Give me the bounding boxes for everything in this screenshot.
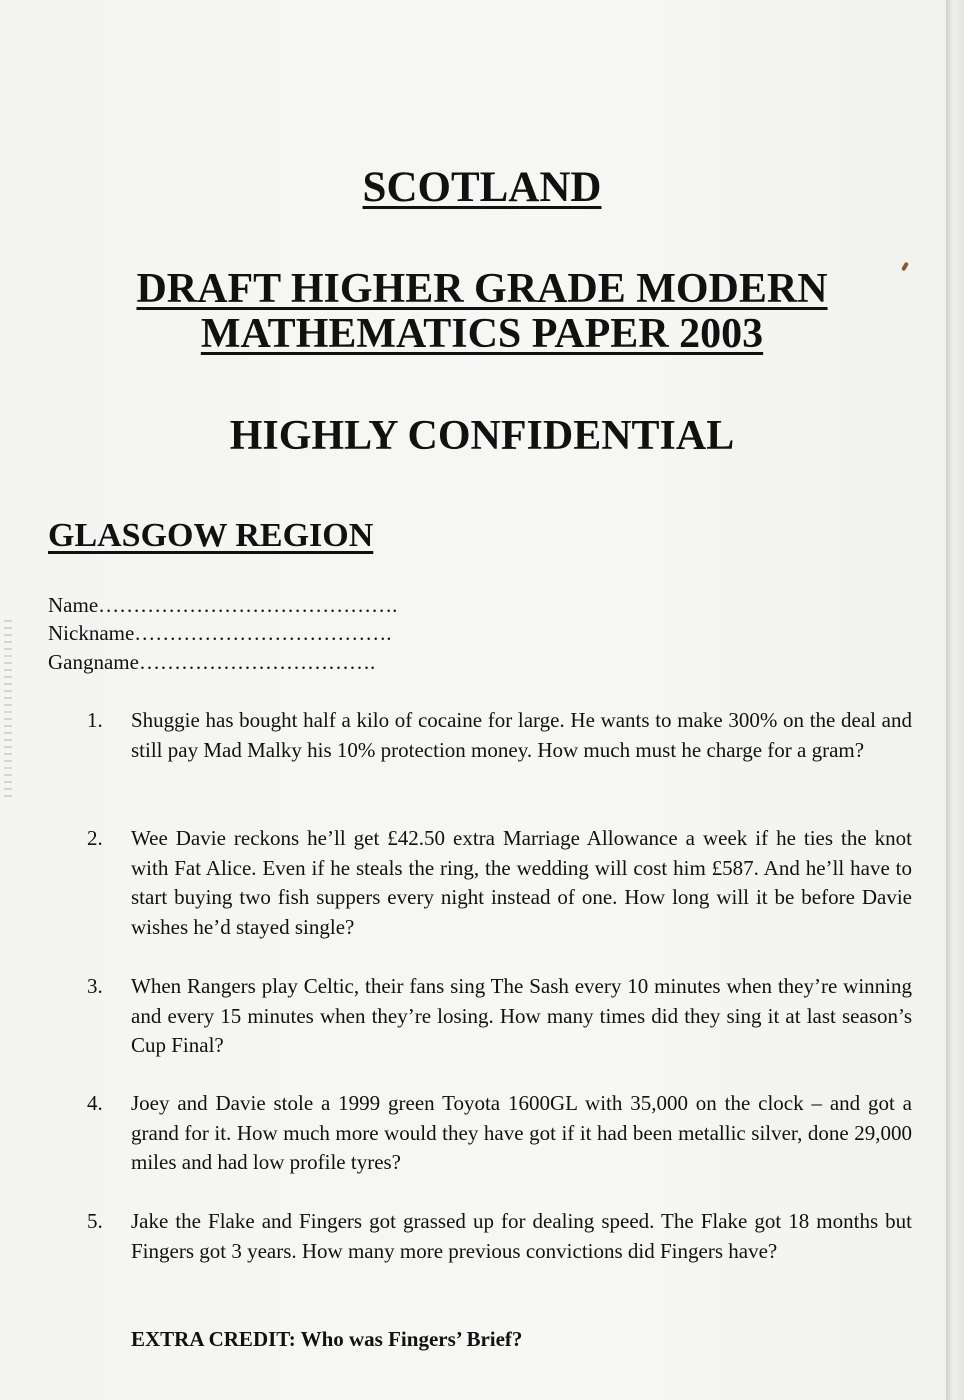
question-3 (87, 972, 912, 1061)
gangname-field: Gangname……………………………. (48, 650, 376, 674)
name-field: Name……………………………………. (48, 593, 398, 617)
title-confidential: HIGHLY CONFIDENTIAL (229, 413, 735, 459)
question-text: Jake the Flake and Fingers got grassed up for dealing speed. The Flake got 18 months but Fingers got 3 years. How many more previous convictions did Fingers have? (131, 1209, 912, 1263)
title-paper-line-1: DRAFT HIGHER GRADE MODERN (136, 266, 828, 312)
nickname-field: Nickname………………………………. (48, 621, 392, 645)
question-number: 2. (87, 826, 103, 850)
question-5 (87, 1207, 912, 1266)
extra-credit: EXTRA CREDIT: Who was Fingers’ Brief? (131, 1327, 523, 1351)
question-number: 4. (87, 1091, 103, 1115)
question-number: 5. (87, 1209, 103, 1233)
title-scotland: SCOTLAND (362, 164, 602, 211)
question-text: Wee Davie reckons he’ll get £42.50 extra Marriage Allowance a week if he ties the knot with Fat Alice. Even if he steals the ring, the wedding will cost him £587. And he’ll have to start buying two fish suppers every night instead of one. How long will it be before Davie wishes he’d stayed single? (131, 826, 912, 939)
title-paper-line-2: MATHEMATICS PAPER 2003 (200, 311, 764, 357)
question-text: When Rangers play Celtic, their fans sing The Sash every 10 minutes when they’re winning and every 15 minutes when they’re losing. How many times did they sing it at last season’s Cup Final? (131, 974, 912, 1057)
margin-speckle (4, 620, 12, 800)
question-number: 1. (87, 708, 103, 732)
question-number: 3. (87, 974, 103, 998)
region-heading: GLASGOW REGION (48, 517, 374, 554)
question-text: Shuggie has bought half a kilo of cocaine for large. He wants to make 300% on the deal and still pay Mad Malky his 10% protection money. How much must he charge for a gram? (131, 708, 912, 762)
page-edge (946, 0, 964, 1400)
question-text: Joey and Davie stole a 1999 green Toyota 1600GL with 35,000 on the clock – and got a grand for it. How much more would they have got if it had been metallic silver, done 29,000 miles and had low profile tyres? (131, 1091, 912, 1174)
question-4 (87, 1089, 912, 1178)
question-1 (87, 706, 912, 765)
question-2 (87, 824, 912, 942)
